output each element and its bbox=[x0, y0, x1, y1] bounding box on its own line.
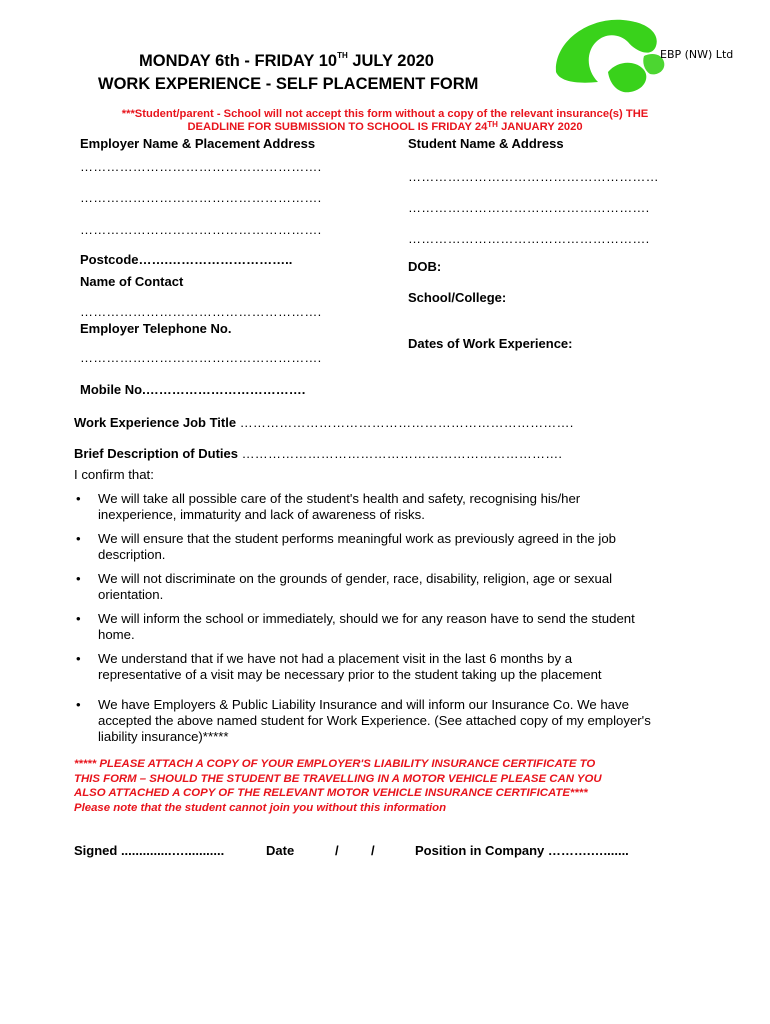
student-address-line-3[interactable]: ………………………………………………. bbox=[408, 231, 650, 246]
job-title-field[interactable]: …………………………………………………………………. bbox=[239, 415, 574, 430]
job-title-row bbox=[74, 415, 574, 430]
student-address-line-1[interactable]: ………………………………………………… bbox=[408, 169, 659, 184]
telephone-field[interactable]: ………………………………………………. bbox=[80, 350, 322, 365]
date-slash-1: / bbox=[335, 843, 339, 858]
job-title-label: Work Experience Job Title bbox=[74, 415, 237, 430]
notice-part1: DEADLINE FOR SUBMISSION TO SCHOOL IS FRIDAY 24 bbox=[187, 121, 488, 133]
date-slash-2: / bbox=[371, 843, 375, 858]
student-address-line-2[interactable]: ………………………………………………. bbox=[408, 200, 650, 215]
item-text: We will not discriminate on the grounds of gender, race, disability, religion, age or sexual bbox=[98, 571, 613, 586]
warning-line-4: Please note that the student cannot join you without this information bbox=[74, 801, 447, 814]
warning-line-2: THIS FORM – SHOULD THE STUDENT BE TRAVELLING IN A MOTOR VEHICLE PLEASE CAN YOU bbox=[74, 772, 602, 785]
item-text: We understand that if we have not had a placement visit in the last 6 months by a bbox=[98, 651, 573, 666]
item-text: accepted the above named student for Work Experience. (See attached copy of my employer's bbox=[98, 713, 651, 728]
list-item bbox=[74, 651, 724, 683]
confirm-list bbox=[74, 491, 724, 745]
confirm-intro: I confirm that: bbox=[74, 467, 154, 482]
title-line-1 bbox=[139, 52, 434, 71]
notice-line-1: ***Student/parent - School will not accept this form without a copy of the relevant insurance(s) THE bbox=[121, 108, 649, 120]
signed-field[interactable]: Signed ..............…........... bbox=[74, 843, 225, 858]
warning-line-1: ***** PLEASE ATTACH A COPY OF YOUR EMPLOYER'S LIABILITY INSURANCE CERTIFICATE TO bbox=[74, 758, 596, 770]
list-item bbox=[74, 571, 724, 603]
warning-line-3: ALSO ATTACHED A COPY OF THE RELEVANT MOTOR VEHICLE INSURANCE CERTIFICATE**** bbox=[74, 787, 588, 799]
item-text: inexperience, immaturity and lack of awareness of risks. bbox=[98, 507, 425, 522]
list-item bbox=[74, 697, 724, 745]
title-sup: TH bbox=[337, 51, 348, 60]
bullet-icon: • bbox=[76, 491, 81, 506]
bullet-icon: • bbox=[76, 611, 81, 626]
list-item bbox=[74, 491, 724, 523]
contact-label: Name of Contact bbox=[80, 274, 184, 289]
item-text: We will inform the school or immediately, should we for any reason have to send the student bbox=[98, 611, 635, 626]
list-item bbox=[74, 611, 724, 643]
duties-field[interactable]: ………………………………………………………………. bbox=[241, 446, 563, 461]
dates-label: Dates of Work Experience: bbox=[408, 336, 573, 351]
notice-part2: JANUARY 2020 bbox=[497, 121, 583, 133]
school-label: School/College: bbox=[408, 290, 507, 305]
contact-field[interactable]: ………………………………………………. bbox=[80, 304, 322, 319]
bullet-icon: • bbox=[76, 651, 81, 666]
employer-address-line-2[interactable]: ………………………………………………. bbox=[80, 190, 322, 205]
item-text: liability insurance)***** bbox=[98, 729, 229, 744]
logo-text: EBP (NW) Ltd bbox=[660, 48, 734, 61]
item-text: We have Employers & Public Liability Insurance and will inform our Insurance Co. We have bbox=[98, 697, 629, 712]
title-part2: JULY 2020 bbox=[347, 52, 434, 70]
mobile-field[interactable]: Mobile No.………………………………. bbox=[80, 382, 306, 397]
list-item bbox=[74, 531, 724, 563]
item-text: We will take all possible care of the student's health and safety, recognising his/her bbox=[98, 491, 581, 506]
date-label: Date bbox=[266, 843, 295, 858]
item-text: We will ensure that the student performs meaningful work as previously agreed in the job bbox=[98, 531, 617, 546]
insurance-warning bbox=[74, 757, 714, 815]
notice-line-2 bbox=[60, 121, 710, 133]
title-part1: MONDAY 6th - FRIDAY 10 bbox=[139, 52, 338, 70]
postcode-field[interactable]: Postcode…….……………………….. bbox=[80, 252, 293, 267]
employer-heading: Employer Name & Placement Address bbox=[80, 136, 316, 151]
item-text: description. bbox=[98, 547, 166, 562]
employer-address-line-3[interactable]: ………………………………………………. bbox=[80, 222, 322, 237]
title-line-2: WORK EXPERIENCE - SELF PLACEMENT FORM bbox=[98, 75, 479, 93]
item-text: orientation. bbox=[98, 587, 164, 602]
bullet-icon: • bbox=[76, 697, 81, 712]
notice-sup: TH bbox=[487, 120, 498, 129]
item-text: home. bbox=[98, 627, 135, 642]
bullet-icon: • bbox=[76, 531, 81, 546]
dob-label: DOB: bbox=[408, 259, 442, 274]
telephone-label: Employer Telephone No. bbox=[80, 321, 232, 336]
duties-label: Brief Description of Duties bbox=[74, 446, 238, 461]
student-heading: Student Name & Address bbox=[408, 136, 564, 151]
position-field[interactable]: Position in Company ……….…....... bbox=[415, 843, 629, 858]
duties-row bbox=[74, 446, 562, 461]
employer-address-line-1[interactable]: ………………………………………………. bbox=[80, 159, 322, 174]
item-text: representative of a visit may be necessary prior to the student taking up the placement bbox=[98, 667, 602, 682]
swirl-logo-icon bbox=[556, 20, 664, 93]
bullet-icon: • bbox=[76, 571, 81, 586]
